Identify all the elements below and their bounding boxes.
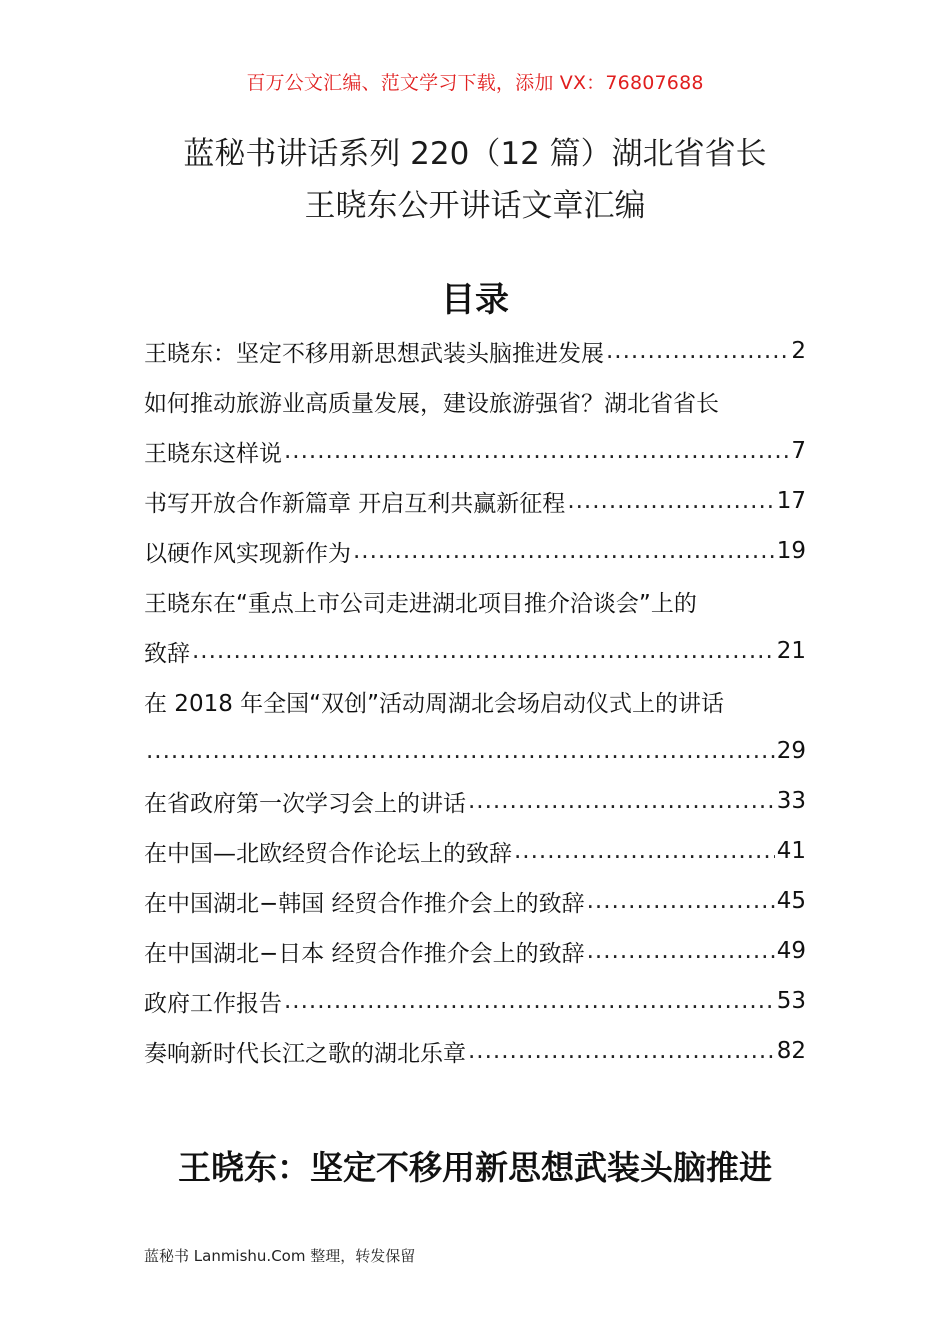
toc-entry[interactable]: [144, 526, 806, 576]
toc-entry-page: 33: [776, 788, 806, 814]
toc-entry-title: 如何推动旅游业高质量发展，建设旅游强省？湖北省省长: [144, 390, 719, 417]
toc-entry[interactable]: [144, 776, 806, 826]
document-title: [120, 128, 830, 232]
toc-entry[interactable]: [144, 376, 806, 426]
footer-note: 蓝秘书 Lanmishu.Com 整理，转发保留: [144, 1247, 416, 1265]
toc-entry[interactable]: [144, 476, 806, 526]
toc-entry-page: 21: [776, 638, 806, 664]
toc-entry[interactable]: [144, 976, 806, 1026]
toc-entry-page: 82: [776, 1038, 806, 1064]
toc-entry-page: 41: [776, 838, 806, 864]
toc-leader-dots: [284, 988, 775, 1014]
toc-leader-dots: [353, 538, 775, 564]
toc-entry-page: 19: [776, 538, 806, 564]
toc-leader-dots: [606, 338, 789, 364]
toc-leader-dots: [587, 888, 775, 914]
toc-entry[interactable]: [144, 326, 806, 376]
toc-entry-continuation[interactable]: [144, 626, 806, 676]
toc-entry-title: 奏响新时代长江之歌的湖北乐章: [144, 1040, 466, 1067]
document-title-line-1: 蓝秘书讲话系列 220（12 篇）湖北省省长: [183, 136, 767, 172]
toc-heading: 目录: [441, 280, 509, 320]
toc-entry-page: 45: [776, 888, 806, 914]
toc-entry-title: 书写开放合作新篇章 开启互利共赢新征程: [144, 490, 566, 517]
toc-entry[interactable]: [144, 1026, 806, 1076]
toc-entry-title: 在 2018 年全国“双创”活动周湖北会场启动仪式上的讲话: [144, 690, 724, 717]
toc-leader-dots: [192, 638, 775, 664]
toc-leader-dots: [514, 838, 775, 864]
toc-entry-title: 以硬作风实现新作为: [144, 540, 351, 567]
toc-entry-page: 49: [776, 938, 806, 964]
toc-entry[interactable]: [144, 576, 806, 626]
toc-entry[interactable]: [144, 876, 806, 926]
toc-leader-dots: [146, 738, 775, 764]
promo-banner: 百万公文汇编、范文学习下载，添加 VX：76807688: [246, 72, 704, 94]
toc-entry-page: 2: [791, 338, 806, 364]
toc-entry[interactable]: [144, 926, 806, 976]
document-title-line-2: 王晓东公开讲话文章汇编: [304, 188, 646, 224]
toc-entry[interactable]: [144, 676, 806, 726]
toc-entry-title-cont: 王晓东这样说: [144, 440, 282, 467]
toc-entry-continuation[interactable]: [144, 726, 806, 776]
section-heading: 王晓东：坚定不移用新思想武装头脑推进: [178, 1148, 772, 1187]
toc-leader-dots: [468, 788, 775, 814]
toc-entry-title: 在中国湖北−日本 经贸合作推介会上的致辞: [144, 940, 585, 967]
toc-entry-page: 53: [776, 988, 806, 1014]
toc-entry-title: 在省政府第一次学习会上的讲话: [144, 790, 466, 817]
toc-leader-dots: [284, 438, 789, 464]
toc-leader-dots: [468, 1038, 775, 1064]
toc-entry-page: 7: [791, 438, 806, 464]
toc-entry-title-cont: 致辞: [144, 640, 190, 667]
toc-leader-dots: [567, 488, 774, 514]
toc-entry-page: 17: [776, 488, 806, 514]
toc-entry-title: 王晓东在“重点上市公司走进湖北项目推介洽谈会”上的: [144, 590, 697, 617]
toc-entry-page: 29: [776, 738, 806, 764]
toc-entry-title: 政府工作报告: [144, 990, 282, 1017]
toc-entry-title: 在中国—北欧经贸合作论坛上的致辞: [144, 840, 512, 867]
toc-entry-title: 王晓东：坚定不移用新思想武装头脑推进发展: [144, 340, 604, 367]
toc-entry-title: 在中国湖北−韩国 经贸合作推介会上的致辞: [144, 890, 585, 917]
table-of-contents: [144, 326, 806, 1076]
toc-leader-dots: [587, 938, 775, 964]
toc-entry-continuation[interactable]: [144, 426, 806, 476]
toc-entry[interactable]: [144, 826, 806, 876]
